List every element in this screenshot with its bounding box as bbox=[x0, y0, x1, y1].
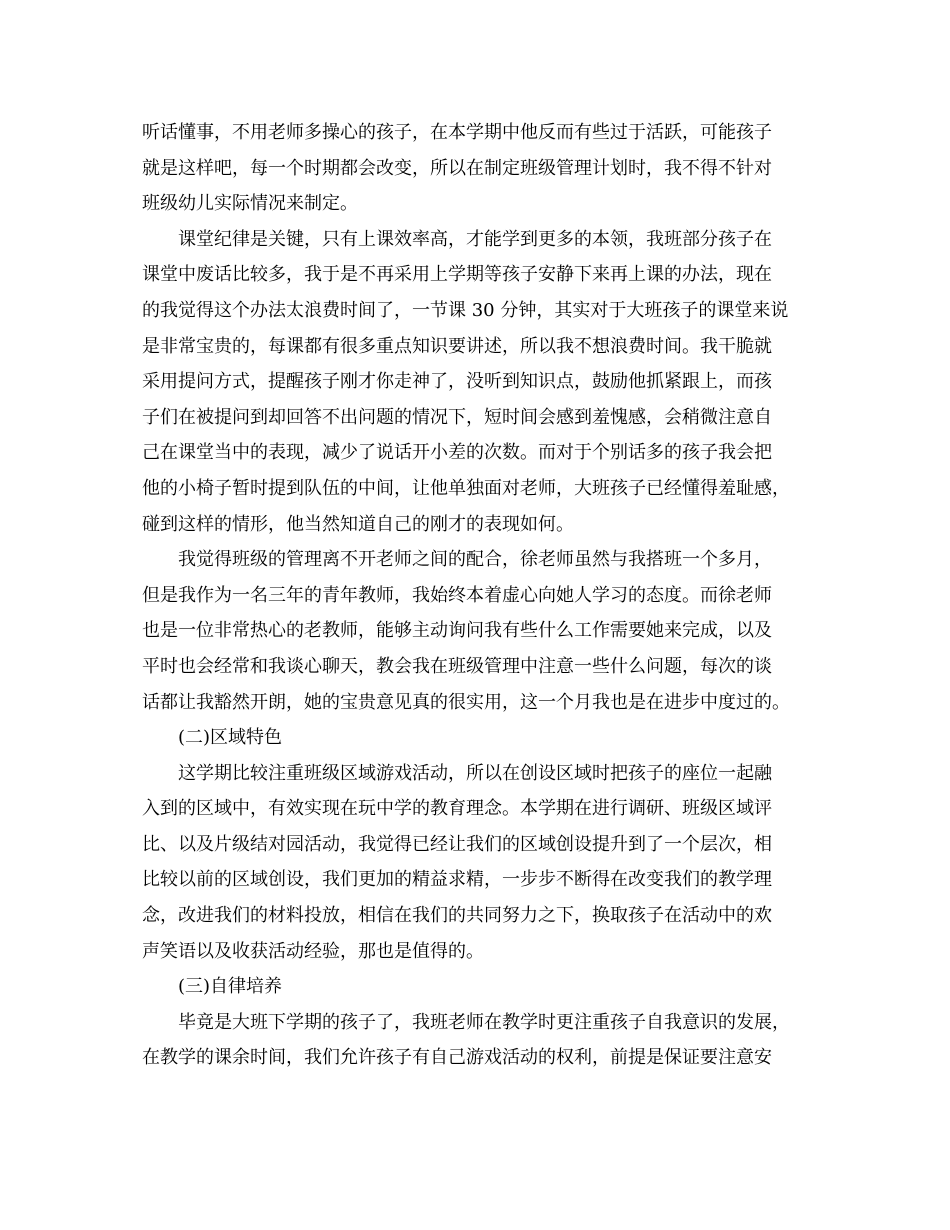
text-line: 这学期比较注重班级区域游戏活动，所以在创设区域时把孩子的座位一起融 bbox=[178, 762, 772, 784]
text-line: 在教学的课余时间，我们允许孩子有自己游戏活动的权利，前提是保证要注意安 bbox=[142, 1047, 772, 1069]
text-line: 课堂纪律是关键，只有上课效率高，才能学到更多的本领，我班部分孩子在 bbox=[178, 228, 772, 250]
text-line: 比、以及片级结对园活动，我觉得已经让我们的区域创设提升到了一个层次，相 bbox=[142, 833, 772, 855]
text-line: 入到的区域中，有效实现在玩中学的教育理念。本学期在进行调研、班级区域评 bbox=[142, 798, 772, 820]
text-line: (三)自律培养 bbox=[178, 976, 283, 998]
text-line: 但是我作为一名三年的青年教师，我始终本着虚心向她人学习的态度。而徐老师 bbox=[142, 584, 772, 606]
text-line: 我觉得班级的管理离不开老师之间的配合，徐老师虽然与我搭班一个多月， bbox=[178, 549, 772, 571]
section-heading bbox=[142, 969, 830, 1005]
text-line: 班级幼儿实际情况来制定。 bbox=[142, 193, 358, 215]
text-line: 碰到这样的情形，他当然知道自己的刚才的表现如何。 bbox=[142, 513, 574, 535]
paragraph bbox=[142, 756, 830, 970]
paragraph bbox=[142, 542, 830, 720]
paragraph bbox=[142, 222, 830, 542]
text-line: 课堂中废话比较多，我于是不再采用上学期等孩子安静下来再上课的办法，现在 bbox=[142, 264, 772, 286]
text-line: 他的小椅子暂时提到队伍的中间，让他单独面对老师，大班孩子已经懂得羞耻感， bbox=[142, 477, 790, 499]
document-body bbox=[142, 115, 830, 1076]
text-line: 的我觉得这个办法太浪费时间了，一节课 30 分钟，其实对于大班孩子的课堂来说 bbox=[142, 299, 789, 321]
text-line: 听话懂事，不用老师多操心的孩子，在本学期中他反而有些过于活跃，可能孩子 bbox=[142, 122, 772, 143]
paragraph bbox=[142, 115, 830, 222]
text-line: 采用提问方式，提醒孩子刚才你走神了，没听到知识点，鼓励他抓紧跟上，而孩 bbox=[142, 371, 772, 393]
text-line: 声笑语以及收获活动经验，那也是值得的。 bbox=[142, 940, 484, 962]
text-line: 毕竟是大班下学期的孩子了，我班老师在教学时更注重孩子自我意识的发展， bbox=[178, 1011, 790, 1033]
section-heading bbox=[142, 720, 830, 756]
text-line: 是非常宝贵的，每课都有很多重点知识要讲述，所以我不想浪费时间。我干脆就 bbox=[142, 335, 772, 357]
text-line: 也是一位非常热心的老教师，能够主动询问我有些什么工作需要她来完成，以及 bbox=[142, 620, 772, 642]
text-line: (二)区域特色 bbox=[178, 727, 283, 749]
text-line: 话都让我豁然开朗，她的宝贵意见真的很实用，这一个月我也是在进步中度过的。 bbox=[142, 691, 790, 713]
text-line: 子们在被提问到却回答不出问题的情况下，短时间会感到羞愧感，会稍微注意自 bbox=[142, 406, 772, 428]
text-line: 就是这样吧，每一个时期都会改变，所以在制定班级管理计划时，我不得不针对 bbox=[142, 157, 772, 179]
text-line: 平时也会经常和我谈心聊天，教会我在班级管理中注意一些什么问题，每次的谈 bbox=[142, 655, 772, 677]
text-line: 念，改进我们的材料投放，相信在我们的共同努力之下，换取孩子在活动中的欢 bbox=[142, 905, 772, 927]
text-line: 比较以前的区域创设，我们更加的精益求精，一步步不断得在改变我们的教学理 bbox=[142, 869, 772, 891]
paragraph bbox=[142, 1005, 830, 1076]
text-line: 己在课堂当中的表现，减少了说话开小差的次数。而对于个别话多的孩子我会把 bbox=[142, 442, 772, 464]
